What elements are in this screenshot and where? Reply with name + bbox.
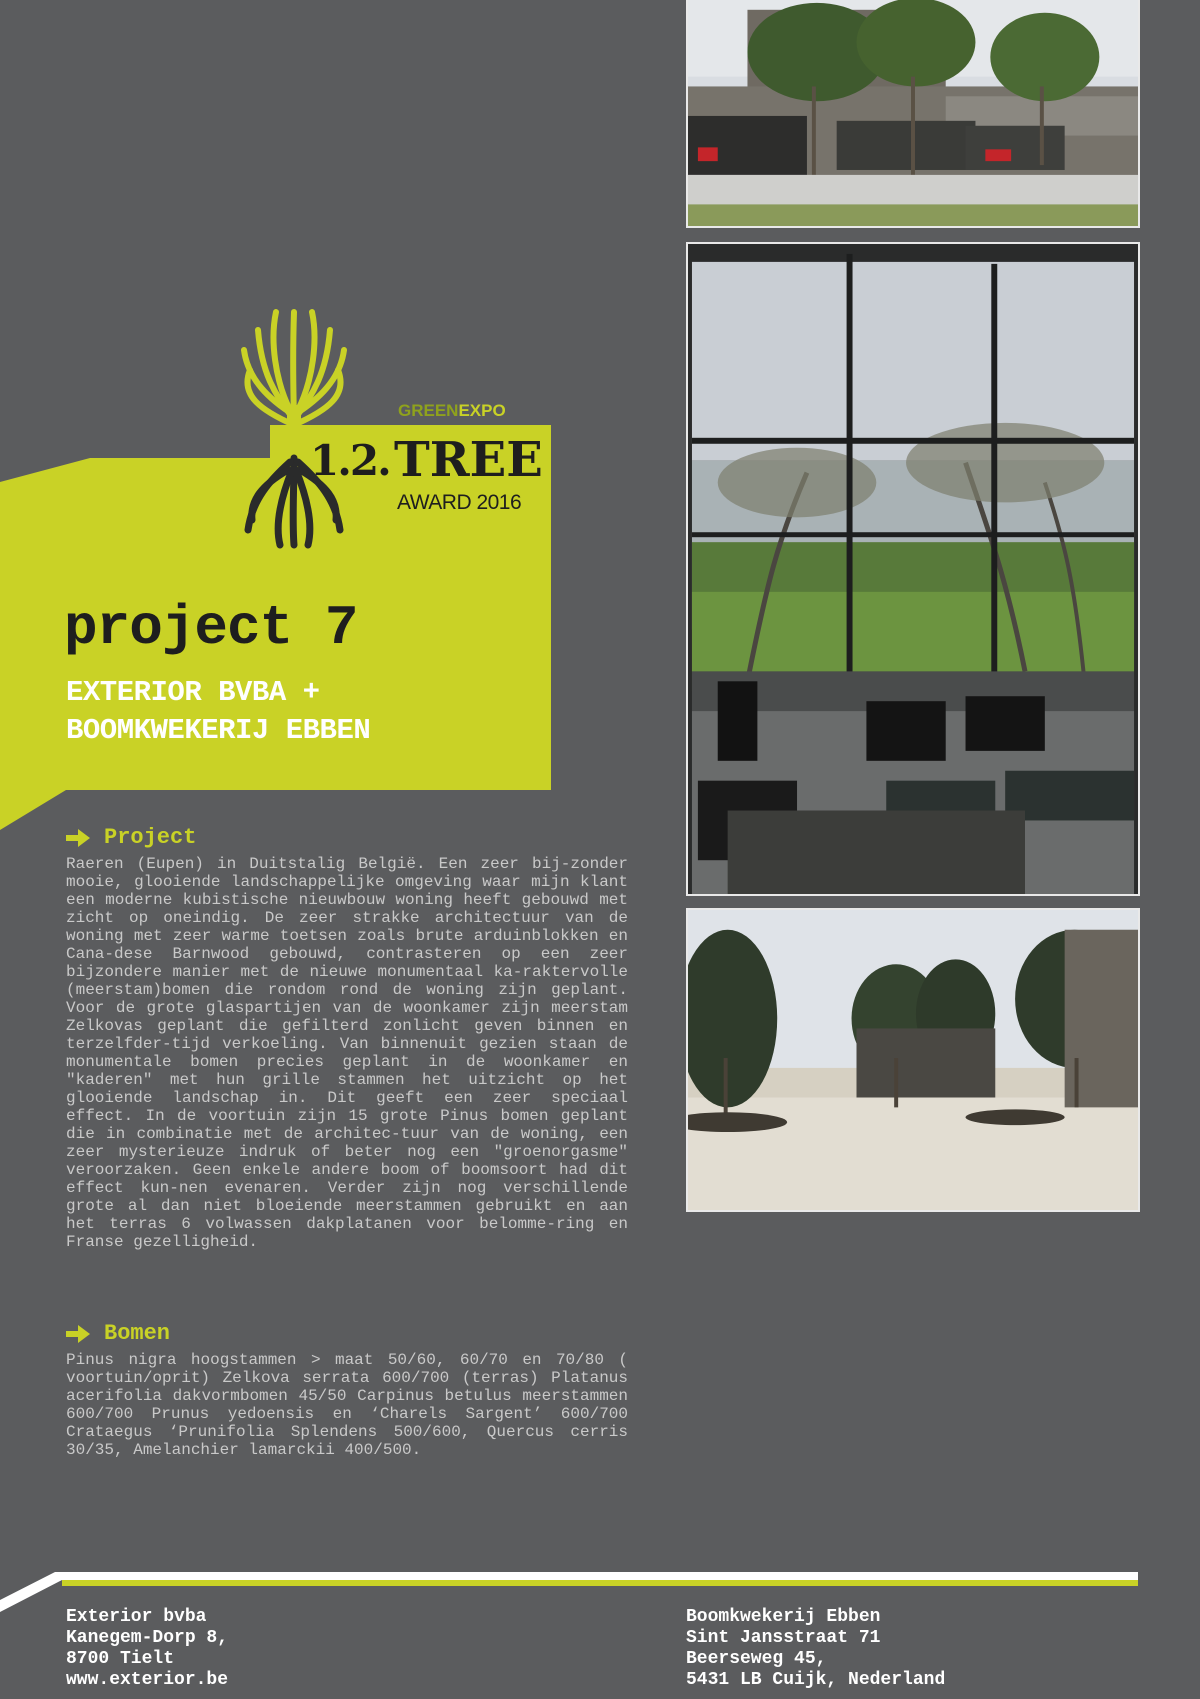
project-heading-label: Project: [104, 825, 197, 850]
project-description: Raeren (Eupen) in Duitstalig België. Een zeer bij-zonder mooie, glooiende landschappelijke omgeving waar mijn klant een moderne kubistische nieuwbouw woning heeft gebouwd met zicht op oneindig. De zeer strakke architectuur van de woning met zeer warme toetsen zoals brute arduinblokken en Cana-dese Barnwood gebouwd, contrasteren op een zeer bijzondere manier met de nieuwe monumentaal ka-raktervolle (meerstam)bomen die rondom rond de woning zijn geplant. Voor de grote glaspartijen van de woonkamer zijn meerstam Zelkovas geplant die gefilterd zonlicht geven binnen en terzelfder-tijd verkoeling. Van binnenuit gezien staan de monumentale bomen precies geplant in de woonkamer en "kaderen" met hun grille stammen het uitzicht op het glooiende landschap in. Dit geeft een zeer speciaal effect. In de voortuin zijn 15 grote Pinus bomen geplant die in combinatie met de architec-tuur van de woning, een zeer mysterieuze indruk of beter nog een "groenorgasme" veroorzaken. Geen enkele andere boom of boomsoort had dit effect kun-nen evenaren. Verder zijn nog verschillende grote al dan niet bloeiende meerstammen gebruikt en aan het terras 6 volwassen dakplatanen voor belomme-ring en Franse gezelligheid.: [66, 855, 628, 1251]
project-subtitle: [66, 674, 370, 750]
house-exterior-photo: [686, 0, 1140, 228]
logo-award-year: AWARD 2016: [397, 491, 522, 514]
logo-tree-word: TREE: [394, 432, 543, 488]
project-banner: [0, 0, 560, 840]
subtitle-line-1: EXTERIOR BVBA +: [66, 676, 320, 709]
exterior-address: Exterior bvba Kanegem-Dorp 8, 8700 Tielt www.exterior.be: [66, 1607, 229, 1690]
project-section-heading: [66, 825, 196, 850]
ebben-address: Boomkwekerij Ebben Sint Jansstraat 71 Beerseweg 45, 5431 LB Cuijk, Nederland: [686, 1607, 946, 1690]
bomen-list: Pinus nigra hoogstammen > maat 50/60, 60/70 en 70/80 ( voortuin/oprit) Zelkova serrata 600/700 (terras) Platanus acerifolia dakvormbomen 45/50 Carpinus betulus meerstammen 600/700 Prunus yedoensis en ‘Charels Sargent’ 600/700 Crataegus ‘Prunifolia Splendens 500/600, Quercus cerris 30/35, Amelanchier lamarckii 400/500.: [66, 1351, 628, 1459]
living-room-window-photo: [686, 242, 1140, 896]
bomen-section-heading: [66, 1321, 170, 1346]
arrow-right-icon: [66, 1325, 90, 1343]
project-title: project 7: [64, 596, 358, 660]
greenexpo-wordmark: GREENEXPO: [398, 401, 506, 420]
subtitle-line-2: BOOMKWEKERIJ EBBEN: [66, 714, 371, 747]
arrow-right-icon: [66, 829, 90, 847]
driveway-pines-photo: [686, 908, 1140, 1212]
logo-number: 1.2.: [310, 436, 390, 485]
bomen-heading-label: Bomen: [104, 1321, 171, 1346]
